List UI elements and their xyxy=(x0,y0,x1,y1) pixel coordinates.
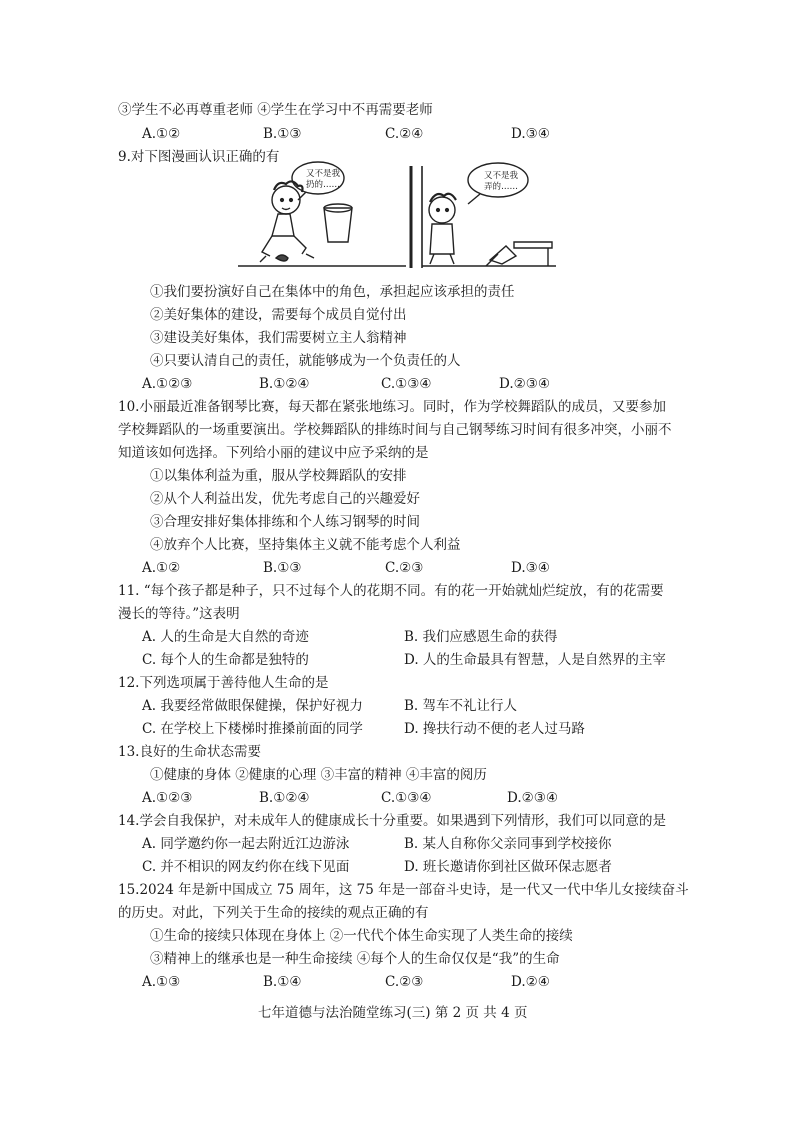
q14-option-d: D. 班长邀请你到社区做环保志愿者 xyxy=(404,859,612,875)
q15-items-line2: ③精神上的继承也是一种生命接续 ④每个人的生命仅仅是“我”的生命 xyxy=(150,951,560,967)
q9-option-b: B.①②④ xyxy=(259,376,310,392)
q15-option-b: B.①④ xyxy=(263,974,302,990)
q11-option-b: B. 我们应感恩生命的获得 xyxy=(404,629,558,645)
q12-option-d: D. 搀扶行动不便的老人过马路 xyxy=(404,721,585,737)
q10-stem-line1: 10.小丽最近准备钢琴比赛，每天都在紧张地练习。同时，作为学校舞蹈队的成员，又要参加 xyxy=(118,399,666,415)
q10-item-3: ③合理安排好集体排练和个人练习钢琴的时间 xyxy=(150,514,420,530)
q15-stem-line2: 的历史。对此，下列关于生命的接续的观点正确的有 xyxy=(118,905,429,921)
bubble-right-line2: 弄的…… xyxy=(484,182,519,192)
q15-option-d: D.②④ xyxy=(511,974,550,990)
q9-option-a: A.①②③ xyxy=(142,376,193,392)
q10-item-1: ①以集体利益为重，服从学校舞蹈队的安排 xyxy=(150,468,407,484)
q13-option-a: A.①②③ xyxy=(142,790,193,806)
bubble-right-line1: 又不是我 xyxy=(484,171,519,181)
q11-option-a: A. 人的生命是大自然的奇迹 xyxy=(142,629,309,645)
q11-stem-line2: 漫长的等待。”这表明 xyxy=(118,606,240,622)
q9-item-3: ③建设美好集体，我们需要树立主人翁精神 xyxy=(150,330,407,346)
q15-stem-line1: 15.2024 年是新中国成立 75 周年，这 75 年是一部奋斗史诗，是一代又一代中华儿女接续奋斗 xyxy=(118,882,689,898)
page-footer: 七年道德与法治随堂练习(三) 第 2 页 共 4 页 xyxy=(258,1005,528,1021)
q13-option-d: D.②③④ xyxy=(507,790,558,806)
q12-option-a: A. 我要经常做眼保健操，保护好视力 xyxy=(142,698,363,714)
q8-option-b: B.①③ xyxy=(263,126,302,142)
q15-option-a: A.①③ xyxy=(142,974,181,990)
q13-stem: 13.良好的生命状态需要 xyxy=(118,744,261,760)
q10-option-b: B.①③ xyxy=(263,560,302,576)
q9-item-1: ①我们要扮演好自己在集体中的角色，承担起应该承担的责任 xyxy=(150,284,515,300)
q10-option-d: D.③④ xyxy=(511,560,550,576)
bubble-left-line1: 又不是我 xyxy=(306,169,341,179)
q10-stem-line2: 学校舞蹈队的一场重要演出。学校舞蹈队的排练时间与自己钢琴练习时间有很多冲突，小丽不 xyxy=(118,422,672,438)
q8-continuation: ③学生不必再尊重老师 ④学生在学习中不再需要老师 xyxy=(118,102,433,118)
q14-option-b: B. 某人自称你父亲同事到学校接你 xyxy=(404,836,612,852)
q15-items-line1: ①生命的接续只体现在身体上 ②一代代个体生命实现了人类生命的接续 xyxy=(150,928,573,944)
q14-option-a: A. 同学邀约你一起去附近江边游泳 xyxy=(142,836,350,852)
q13-option-c: C.①③④ xyxy=(381,790,432,806)
q10-item-2: ②从个人利益出发，优先考虑自己的兴趣爱好 xyxy=(150,491,420,507)
q8-option-c: C.②④ xyxy=(385,126,424,142)
q9-item-2: ②美好集体的建设，需要每个成员自觉付出 xyxy=(150,307,407,323)
q9-stem: 9.对下图漫画认识正确的有 xyxy=(118,149,280,165)
bubble-left-line2: 扔的…… xyxy=(306,180,341,190)
q10-option-a: A.①② xyxy=(142,560,181,576)
q13-option-b: B.①②④ xyxy=(259,790,310,806)
comic-illustration xyxy=(236,160,560,274)
q14-stem: 14.学会自我保护，对未成年人的健康成长十分重要。如果遇到下列情形，我们可以同意的是 xyxy=(118,813,666,829)
q12-option-c: C. 在学校上下楼梯时推搡前面的同学 xyxy=(142,721,363,737)
q12-stem: 12.下列选项属于善待他人生命的是 xyxy=(118,675,329,691)
q8-option-a: A.①② xyxy=(142,126,181,142)
q11-option-c: C. 每个人的生命都是独特的 xyxy=(142,652,309,668)
q10-option-c: C.②③ xyxy=(385,560,424,576)
q9-option-c: C.①③④ xyxy=(381,376,432,392)
q10-item-4: ④放弃个人比赛，坚持集体主义就不能考虑个人利益 xyxy=(150,537,461,553)
q9-item-4: ④只要认清自己的责任，就能够成为一个负责任的人 xyxy=(150,353,461,369)
q11-stem-line1: 11. “每个孩子都是种子，只不过每个人的花期不同。有的花一开始就灿烂绽放，有的花需要 xyxy=(118,583,664,599)
q15-option-c: C.②③ xyxy=(385,974,424,990)
q11-option-d: D. 人的生命最具有智慧，人是自然界的主宰 xyxy=(404,652,666,668)
q14-option-c: C. 并不相识的网友约你在线下见面 xyxy=(142,859,350,875)
q13-items: ①健康的身体 ②健康的心理 ③丰富的精神 ④丰富的阅历 xyxy=(150,767,487,783)
q8-option-d: D.③④ xyxy=(511,126,550,142)
q12-option-b: B. 驾车不礼让行人 xyxy=(404,698,518,714)
q9-option-d: D.②③④ xyxy=(499,376,550,392)
q10-stem-line3: 知道该如何选择。下列给小丽的建议中应予采纳的是 xyxy=(118,445,429,461)
